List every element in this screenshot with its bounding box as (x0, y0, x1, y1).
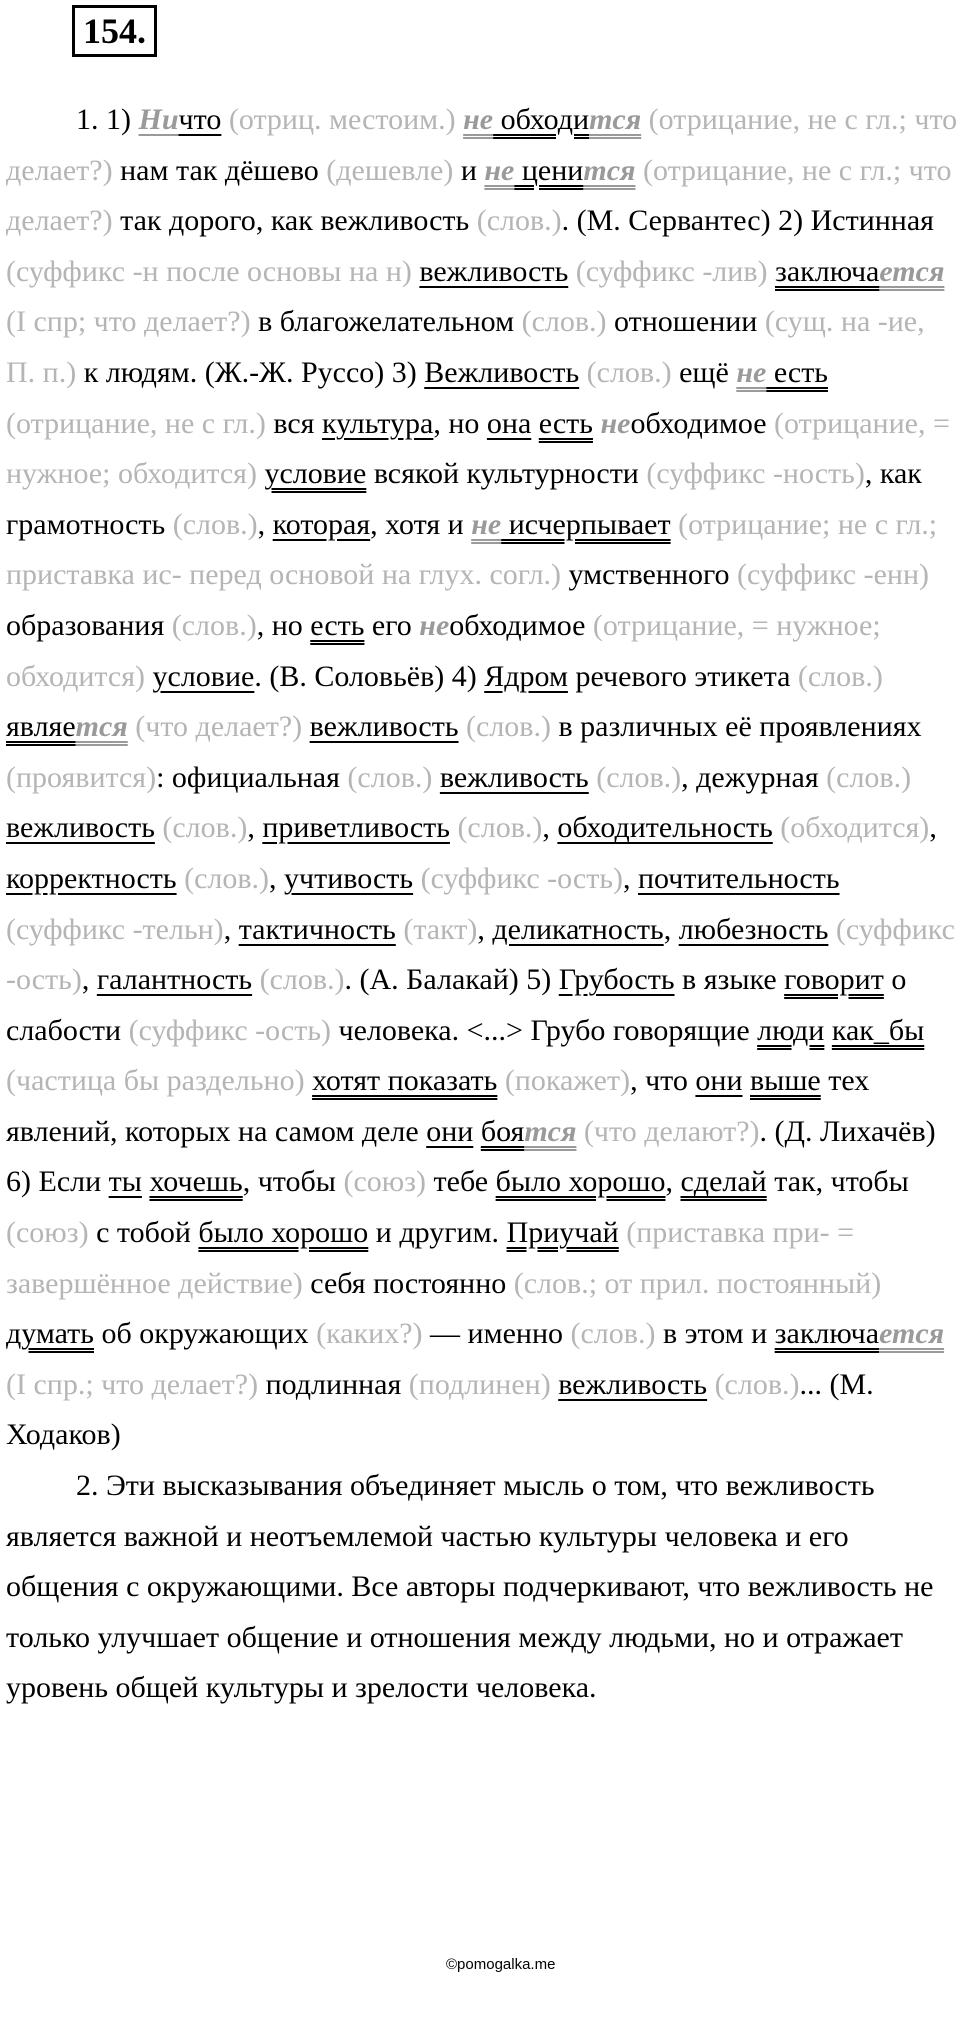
comment: (что делает?) (127, 710, 310, 744)
word: Приучай (506, 1216, 619, 1250)
comment: (слов.) (790, 659, 883, 693)
comment: (слов.) (154, 811, 248, 845)
punct: , (255, 204, 264, 238)
comment: (покажет) (497, 1064, 631, 1098)
word: она (486, 406, 532, 440)
word: они (426, 1114, 474, 1148)
text (231, 913, 239, 946)
word: любезность (678, 912, 829, 946)
word: говорит (784, 963, 884, 997)
text (824, 1014, 832, 1047)
word-highlight: не (484, 153, 515, 187)
comment: (союз) (335, 1165, 434, 1199)
word: есть (766, 355, 828, 389)
punct: , (247, 811, 255, 845)
comment: (слов.) (469, 204, 562, 238)
text: о слабости (6, 963, 907, 1047)
text (89, 963, 97, 996)
comment: (суффикс -ость) (6, 912, 955, 997)
comment: (суффикс -ость) (121, 1013, 339, 1047)
paragraph-2-text: Эти высказывания объединяет мысль о том, что вежливость является важной и неотъемлемой частью культуры человека и его общения с окружающими. Все авторы подчеркивают, что вежливость не только улучшает общение и отношения между людьми, но и отражает уровень общей культуры и зрелости человека. (6, 1469, 934, 1705)
comment: (отрицание, не с гл.) (6, 406, 274, 440)
comment: (такт) (395, 912, 478, 946)
word: цени (514, 153, 584, 187)
text: в этом и (662, 1317, 775, 1351)
text: — именно (430, 1317, 563, 1351)
comment: (слов.) (165, 507, 258, 541)
comment: (проявится) (6, 760, 157, 794)
comment: (слов.) (818, 760, 912, 794)
comment: (отрицание; не с гл.; приставка ис- перед основой на глух. согл.) (6, 507, 938, 592)
answer-text (6, 95, 958, 1714)
word: обходительность (557, 811, 773, 845)
text: человека. <...> Грубо говорящие (338, 1013, 758, 1047)
text: нам так дёшево (120, 153, 319, 187)
word-highlight: тся (75, 710, 128, 744)
punct: , (223, 912, 232, 946)
text: тебе (433, 1165, 496, 1199)
text: обходимое (449, 608, 586, 642)
comment: (сущ. на -ие, П. п.) (6, 305, 925, 389)
comment: (суффикс -енн) (729, 558, 930, 592)
text: которых на самом деле (117, 1114, 427, 1148)
text: его (364, 608, 420, 642)
comment: (дешевле) (318, 153, 461, 187)
text (277, 862, 285, 895)
comment: (суффикс -ость) (413, 861, 623, 895)
word: почтительность (638, 861, 840, 895)
text: : официальная (156, 760, 340, 794)
text: хотя и (377, 507, 472, 541)
punct: , (81, 963, 90, 997)
text (631, 862, 639, 895)
text: чтобы (823, 1165, 909, 1199)
text: себя постоянно (310, 1266, 507, 1300)
word: есть (538, 406, 593, 440)
text: в различных её проявлениях (558, 710, 922, 744)
comment: (частица бы раздельно) (6, 1064, 313, 1098)
comment: (слов.) (252, 963, 345, 997)
punct: , (681, 760, 689, 794)
comment: (слов.; от прил. постоянный) (506, 1266, 882, 1300)
punct: , (663, 912, 672, 946)
text: об окружающих (93, 1317, 309, 1351)
punct: , (665, 1165, 673, 1199)
text: что (637, 1064, 696, 1098)
punct: , (864, 457, 873, 491)
text: в языке (674, 963, 785, 997)
text: обходимое (630, 406, 767, 440)
word: есть (310, 608, 365, 642)
text: так дорого (120, 204, 256, 238)
word-highlight: тся (589, 103, 642, 136)
comment: (обходится) (772, 811, 930, 845)
comment: (слов.) (707, 1367, 800, 1401)
word: исчерпывает (501, 507, 671, 541)
comment: (отрицание, не с гл.; что делает?) (6, 153, 952, 238)
punct: , (630, 1064, 638, 1098)
word: вежливость (6, 811, 155, 845)
text (531, 407, 539, 440)
word: люди (757, 1013, 825, 1047)
word: Грубость (558, 963, 675, 997)
comment: (слов.) (588, 760, 682, 794)
word: вежливость (558, 1367, 708, 1401)
word: которая (272, 507, 371, 541)
word: деликатность (492, 912, 664, 946)
word-highlight: не (463, 103, 494, 136)
text: . (В. Соловьёв) 4) (254, 659, 485, 693)
comment: (слов.) (458, 710, 559, 744)
comment: (слов.) (514, 305, 615, 339)
item-number-2: 2. (76, 1469, 99, 1503)
text: к людям. (Ж.-Ж. Руссо) 3) (83, 355, 425, 389)
comment: (слов.) (176, 861, 270, 895)
word: заключа (774, 254, 880, 288)
word: галантность (96, 963, 253, 997)
word: культура (321, 406, 434, 440)
word-highlight: ется (879, 254, 945, 288)
comment: (слов.) (339, 760, 440, 794)
comment: (суффикс -лив) (568, 254, 775, 288)
word: было хорошо (495, 1165, 666, 1199)
text (743, 1064, 751, 1097)
text (473, 1115, 481, 1148)
punct: , (815, 1165, 824, 1199)
text: как вежливость (263, 204, 470, 238)
punct: , (433, 406, 441, 440)
text: чтобы (250, 1165, 336, 1199)
text: . (А. Балакай) 5) (344, 963, 559, 997)
word: вежливость (439, 760, 589, 794)
item-number-1: 1. (76, 103, 99, 136)
text: как грамотность (6, 457, 922, 541)
text: ... (М. Ходаков) (6, 1367, 874, 1452)
word: что (178, 103, 222, 136)
text: и другим. (368, 1216, 507, 1250)
word: тактичность (238, 912, 396, 946)
text: образования (6, 608, 165, 642)
word-highlight: не (600, 406, 631, 440)
text: дежурная (688, 760, 819, 794)
comment: (союз) (6, 1216, 97, 1250)
word: как_бы (831, 1013, 925, 1047)
word-highlight: тся (524, 1114, 577, 1148)
word-highlight: Ни (138, 103, 179, 136)
punct: , (256, 608, 265, 642)
word-highlight: не (736, 355, 767, 389)
word: Ядром (484, 659, 568, 693)
comment: (что делают?) (576, 1114, 760, 1148)
word: являе (6, 710, 76, 744)
word: вежливость (309, 710, 459, 744)
text: отношении (614, 305, 758, 339)
comment: (I спр.; что делает?) (6, 1367, 266, 1401)
comment: (слов.) (449, 811, 543, 845)
text: но (264, 608, 311, 642)
text: в благожелательном (258, 305, 515, 339)
text: вся (273, 406, 322, 440)
comment: (отрицание, = нужное; обходится) (6, 406, 950, 491)
comment: (каких?) (308, 1317, 431, 1351)
comment: (отриц. местоим.) (221, 103, 464, 136)
word-highlight: не (419, 608, 450, 642)
watermark: ©pomogalka.me (446, 1956, 556, 1973)
text: умственного (568, 558, 730, 592)
word: приветливость (262, 811, 450, 845)
comment: (суффикс -ность) (638, 457, 865, 491)
text: . (М. Сервантес) 2) Истинная (561, 204, 934, 238)
text: всякой культурности (366, 457, 639, 491)
comment: (отрицание, = нужное; обходится) (6, 608, 881, 693)
text: подлинная (265, 1367, 402, 1401)
punct: , (542, 811, 550, 845)
comment: (приставка при- = завершённое действие) (6, 1216, 855, 1300)
punct: , (477, 912, 485, 946)
word: хотят показать (312, 1064, 498, 1098)
comment: (I спр; что делает?) (6, 305, 259, 339)
comment: (суффикс -н после основы на н) (6, 254, 420, 288)
comment: (слов.) (579, 355, 680, 389)
punct: , (242, 1165, 251, 1199)
text: . (Д. Лихачёв) 6) Если (6, 1114, 936, 1199)
word-highlight: не (471, 507, 502, 541)
text (265, 508, 273, 541)
paragraph-2 (6, 1461, 958, 1714)
word: Вежливость (424, 355, 580, 389)
word: обходи (493, 103, 590, 136)
word: заключа (774, 1317, 880, 1351)
punct: , (370, 507, 378, 541)
word-highlight: ется (879, 1317, 945, 1351)
word: условие (264, 457, 367, 491)
text: речевого этикета (567, 659, 791, 693)
word: корректность (6, 861, 177, 895)
word: было хорошо (198, 1216, 369, 1250)
punct: , (623, 861, 631, 895)
comment: (подлинен) (401, 1367, 559, 1401)
text: и (460, 153, 485, 187)
text (671, 913, 679, 946)
punct: , (110, 1114, 118, 1148)
text: с тобой (96, 1216, 199, 1250)
text: тех явлений (6, 1064, 870, 1148)
comment: (слов.) (164, 608, 257, 642)
comment: (слов.) (563, 1317, 663, 1351)
paragraph-1 (6, 95, 958, 1461)
word: думать (6, 1317, 94, 1351)
word: сделай (680, 1165, 767, 1199)
task-number: 154. (72, 5, 157, 57)
word: вежливость (419, 254, 569, 288)
comment: (отрицание, не с гл.; что делает?) (6, 103, 958, 187)
word: боя (480, 1114, 525, 1148)
word: хочешь (149, 1165, 243, 1199)
punct: , (929, 811, 937, 845)
text: так (766, 1165, 816, 1199)
word-highlight: тся (583, 153, 636, 187)
word: выше (750, 1064, 821, 1098)
word: они (695, 1064, 743, 1098)
comment: (суффикс -тельн) (6, 912, 224, 946)
text: 1) (98, 103, 139, 136)
text: ещё (679, 355, 737, 389)
word: условие (152, 659, 255, 693)
word: учтивость (284, 861, 414, 895)
punct: , (257, 507, 266, 541)
text: но (440, 406, 487, 440)
word: ты (108, 1165, 142, 1199)
punct: , (269, 861, 277, 895)
